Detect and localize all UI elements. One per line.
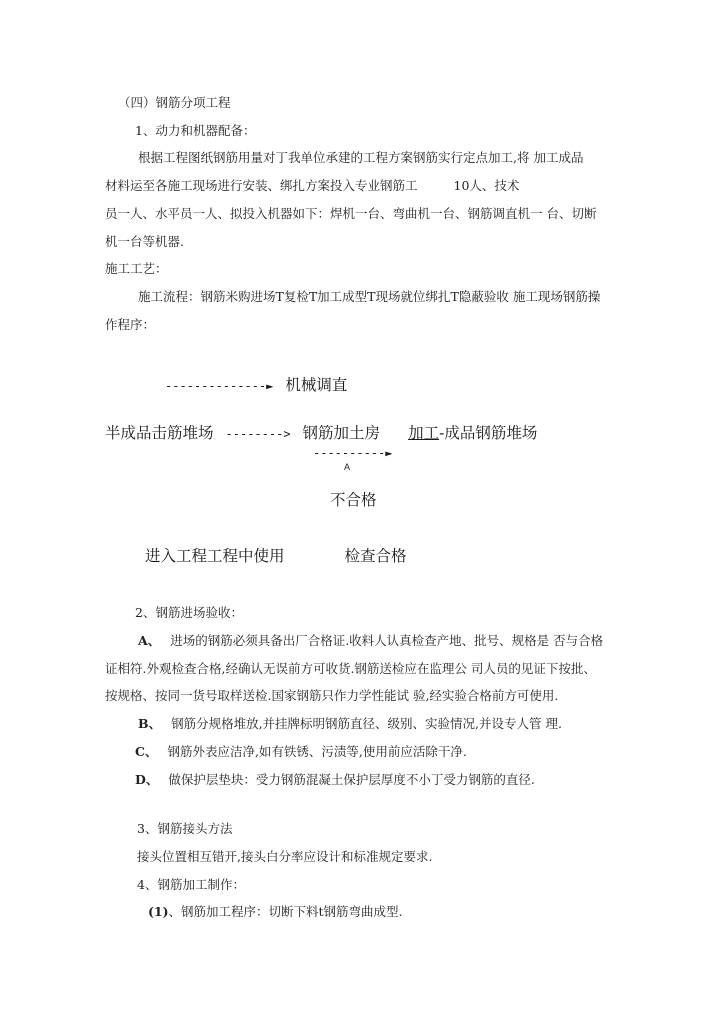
item-1: [105, 898, 605, 926]
item-c: [105, 738, 605, 766]
item-a-label: A、: [138, 633, 161, 649]
mark-a: A: [344, 462, 351, 473]
diagram-bottom-row: [105, 545, 605, 567]
heading-joints: 3、钢筋接头方法: [137, 821, 233, 837]
item-b-text: 钢筋分规格堆放,并挂牌标明钢筋直径、级别、实验情况,并设专人管 理.: [171, 716, 562, 732]
node-semi-finished-yard: 半成品击筋堆场: [105, 424, 214, 443]
arrow-to-workshop: -------->: [225, 427, 291, 442]
item-c-text: 钢筋外表应洁净,如有铁锈、污渍等,使用前应活除干净.: [167, 743, 467, 759]
section-title: （四）钢筋分项工程: [118, 95, 231, 110]
item-d: [105, 766, 605, 794]
node-process: 加工: [408, 424, 440, 443]
item-d-label: D、: [135, 771, 159, 787]
diagram-main-row: [105, 422, 605, 445]
document-body: [105, 0, 605, 926]
paragraph-line: 员一人、水平员一人、拟投入机器如下：焊机一台、弯曲机一台、钢筋调直机一 台、切断: [105, 205, 597, 221]
node-finished-yard: 加工-成品钢筋堆场: [408, 424, 538, 443]
paragraph-text: 材料运至各施工现场进行安装、绑扎方案投入专业钢筋工: [105, 178, 418, 194]
paragraph-line-tail: 10人、技术: [453, 178, 520, 194]
node-fail: 不合格: [330, 491, 377, 510]
item-b-label: B、: [138, 716, 162, 732]
item-a-line: 按规格、按同一货号取样送检.国家钢筋只作力学性能试 验,经实验合格前方可使用.: [105, 688, 559, 704]
item-c-label: C、: [135, 743, 158, 759]
heading-processing: 4、钢筋加工制作：: [137, 876, 245, 892]
item-1-text: 、钢筋加工程序：切断下料t钢筋弯曲成型.: [168, 904, 403, 920]
paragraph-line: [105, 172, 605, 200]
heading-power-machines: 1、动力和机器配备：: [135, 122, 256, 138]
item-1-label: (1): [148, 904, 169, 920]
node-workshop: 钢筋加土房: [302, 424, 381, 443]
item-a-first-line: [105, 627, 605, 655]
flow-line: 施工流程：钢筋米购进场T复检T加工成型T现场就位绑扎T隐蔽验收 施工现场钢筋操: [138, 288, 601, 304]
flow-line: 作程序：: [105, 316, 156, 332]
joints-text: 接头位置相互错开,接头白分率应设计和标准规定要求.: [137, 848, 433, 864]
node-straighten: 机械调直: [285, 376, 348, 395]
paragraph-line: 根据工程图纸钢筋用量对丁我单位承建的工程方案钢筋实行定点加工,将 加工成品: [138, 150, 584, 166]
node-use: 进入工程工程中使用: [145, 547, 285, 566]
heading-acceptance: 2、钢筋进场验收：: [135, 605, 243, 621]
item-a-line: 进场的钢筋必须具备出厂合格证.收料人认真检查产地、批号、规格是 否与合格: [170, 633, 604, 649]
paragraph-line: 机一台等机器.: [105, 233, 184, 249]
item-b: [105, 710, 605, 738]
craft-label: 施工工艺：: [105, 261, 168, 277]
arrow-to-finished: ----------►: [313, 446, 393, 461]
item-a-line: 证相符.外观检查合格,经确认无误前方可收货.钢筋送检应在监理公 司人员的见证下按批、: [105, 660, 596, 676]
item-d-text: 做保护层垫块：受力钢筋混凝土保护层厚度不小丁受力钢筋的直径.: [168, 771, 535, 787]
node-pass: 检查合格: [344, 547, 407, 566]
flow-diagram: [105, 374, 605, 567]
arrow-to-straighten: --------------► 机械调直: [165, 376, 348, 395]
